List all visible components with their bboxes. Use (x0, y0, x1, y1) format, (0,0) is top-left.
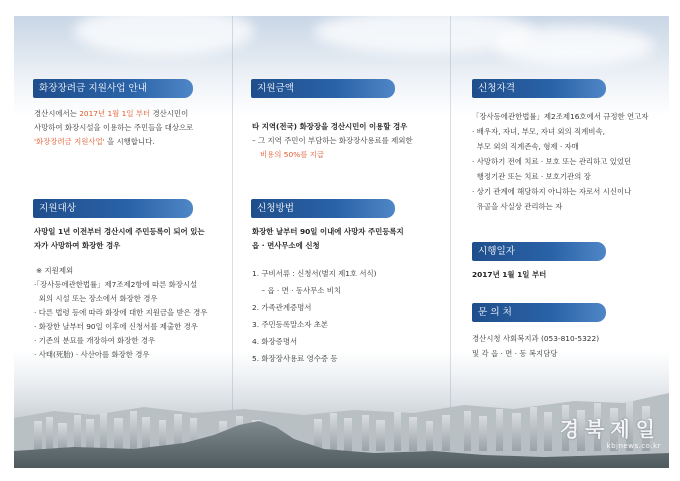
qualification-item: 유골을 사실상 관리하는 자 (472, 202, 563, 211)
exclusion-title: ※ 지원제외 (36, 266, 74, 275)
watermark-logo-text: 경북제일 (559, 417, 661, 441)
document-item: – 읍 · 면 · 동사무소 비치 (252, 286, 342, 295)
document-item: 3. 주민등록말소자 초본 (252, 320, 329, 329)
document-item: 2. 가족관계증명서 (252, 303, 312, 312)
qualification-item: · 상기 관계에 해당하지 아니하는 자로서 시신이나 (472, 187, 632, 196)
exclusion-item: · 다른 법령 등에 따라 화장에 대한 지원금을 받은 경우 (34, 308, 208, 317)
method-line-2: 읍 · 면사무소에 신청 (252, 241, 320, 250)
qualification-item: · 사망하기 전에 치료 · 보호 또는 관리하고 있었던 (472, 157, 632, 166)
document-item: 1. 구비서류 : 신청서(별지 제1호 서식) (252, 269, 377, 278)
exclusion-item: 외의 시설 또는 장소에서 화장한 경우 (34, 294, 158, 303)
contact-line-2: 및 각 읍 · 면 · 동 복지담당 (472, 349, 558, 358)
section-heading-contact: 문 의 처 (472, 303, 606, 322)
document-item: 5. 화장장사용료 영수증 등 (252, 354, 338, 363)
panel-amount-method (232, 16, 450, 468)
section-heading-amount: 지원금액 (251, 79, 395, 98)
method-line-1: 화장한 날부터 90일 이내에 사망자 주민등록지 (252, 227, 404, 236)
section-heading-target: 지원대상 (33, 199, 193, 218)
brochure (14, 16, 669, 468)
intro-line-3: '화장장려금 지원사업' 을 시행합니다. (34, 137, 155, 146)
target-line-2: 자가 사망하여 화장한 경우 (34, 241, 121, 250)
watermark-url: kbjnews.co.kr (606, 442, 661, 450)
news-watermark (560, 413, 661, 450)
qualification-item: · 배우자, 자녀, 부모, 자녀 외의 직계비속, (472, 127, 605, 136)
exclusion-item: · 기존의 분묘를 개장하여 화장한 경우 (34, 336, 156, 345)
section-heading-program: 화장장려금 지원사업 안내 (33, 79, 193, 98)
amount-line-1: 타 지역(전국) 화장장을 경산시민이 이용할 경우 (252, 122, 408, 131)
contact-line-1: 경산시청 사회복지과 (053-810-5322) (472, 334, 600, 343)
qualification-item: 「장사등에관한법률」제2조제16호에서 규정한 연고자 (472, 112, 649, 121)
panel-eligibility-contact (450, 16, 669, 468)
section-heading-effective-date: 시행일자 (472, 242, 606, 261)
exclusion-item: ·「장사등에관한법률」제7조제2항에 따른 화장시설 (34, 280, 198, 289)
section-heading-method: 신청방법 (251, 199, 395, 218)
amount-line-2: – 그 지역 주민이 부담하는 화장장사용료를 제외한 (252, 136, 413, 145)
document-item: 4. 화장증명서 (252, 337, 298, 346)
qualification-item: 행정기관 또는 치료 · 보호기관의 장 (472, 172, 591, 181)
target-line-1: 사망일 1년 이전부터 경산시에 주민등록이 되어 있는 (34, 227, 205, 236)
panel-support-program (14, 16, 232, 468)
exclusion-item: · 사태(死胎) · 사산아를 화장한 경우 (34, 350, 150, 359)
exclusion-item: · 화장한 날부터 90일 이후에 신청서를 제출한 경우 (34, 322, 198, 331)
intro-line-1: 경산시에서는 2017년 1월 1일 부터 경산시민이 (34, 109, 189, 118)
amount-line-3: 비용의 50%를 지급 (260, 150, 324, 159)
qualification-item: 부모 외의 직계존속, 형제 · 자매 (472, 142, 579, 151)
effective-date: 2017년 1월 1일 부터 (472, 270, 547, 279)
section-heading-eligibility: 신청자격 (472, 79, 606, 98)
intro-line-2: 사망하여 화장시설을 이용하는 주민들을 대상으로 (34, 123, 194, 132)
